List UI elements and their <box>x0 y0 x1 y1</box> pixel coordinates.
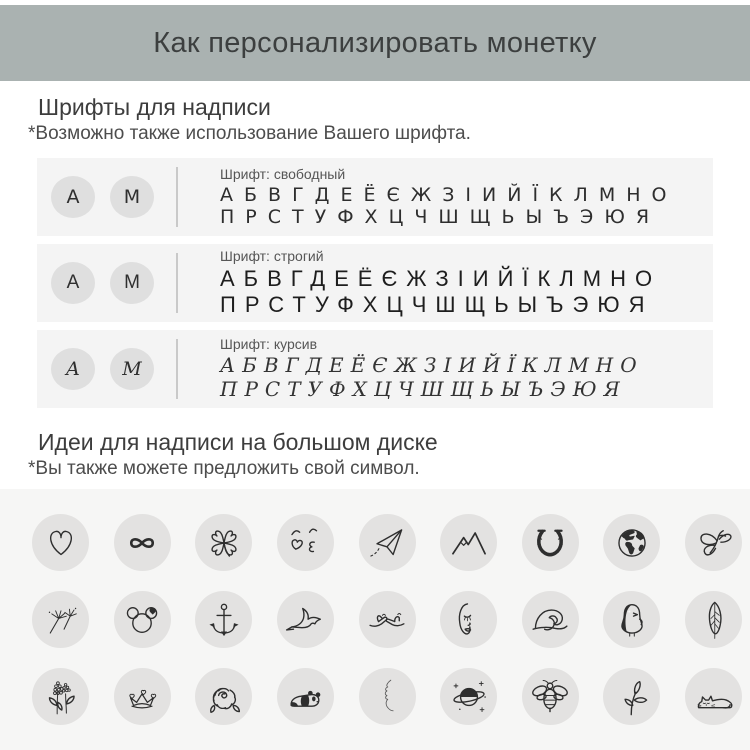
font-name-label: Шрифт: курсив <box>220 336 318 353</box>
alphabet-line-1: АБВГДЕЁЄЖЗІИЙЇКЛМНО <box>220 266 662 292</box>
alphabet-line-2: ПРСТУФХЦЧШЩЬЫЪЭЮЯ <box>220 377 627 401</box>
clover-icon <box>195 514 252 571</box>
lupine-icon <box>32 668 89 725</box>
alphabet-line-2: ПРСТУФХЦЧШЩЬЫЪЭЮЯ <box>220 206 661 228</box>
header-bar <box>0 5 750 81</box>
fonts-section-heading: Шрифты для надписи <box>38 94 271 120</box>
cat-icon <box>685 668 742 725</box>
heart-icon <box>32 514 89 571</box>
infinity-icon <box>114 514 171 571</box>
alphabet-line-2: ПРСТУФХЦЧШЩЬЫЪЭЮЯ <box>220 292 654 317</box>
ideas-section-heading: Идеи для надписи на большом диске <box>38 429 438 455</box>
font-name-label: Шрифт: свободный <box>220 165 346 182</box>
divider-line <box>176 167 178 227</box>
penguin-icon <box>603 591 660 648</box>
sample-letter-circle-a: А <box>51 176 95 218</box>
font-sample-row-cursive <box>37 330 713 408</box>
symbol-row <box>32 514 742 571</box>
wave-icon <box>522 591 579 648</box>
symbol-row <box>32 591 742 648</box>
alphabet-line-1: АБВГДЕЁЄЖЗІИЙЇКЛМНО <box>220 353 644 378</box>
panda-icon <box>277 668 334 725</box>
page-title: Как персонализировать монетку <box>153 26 597 59</box>
peony-icon <box>195 668 252 725</box>
mountains-icon <box>440 514 497 571</box>
swallow-icon <box>277 591 334 648</box>
feather-icon <box>685 591 742 648</box>
alphabet-line-1: АБВГДЕЁЄЖЗІИЙЇКЛМНО <box>220 183 678 206</box>
kiss-faces-icon <box>277 514 334 571</box>
sample-letter-circle-a: А <box>51 348 95 390</box>
font-sample-text <box>220 336 644 401</box>
sample-letter-circle-m: М <box>110 348 154 390</box>
divider-line <box>176 339 178 399</box>
fonts-section-note: *Возможно также использование Вашего шрифта. <box>28 123 471 144</box>
sample-letter-circle-m: М <box>110 262 154 304</box>
crown-icon <box>114 668 171 725</box>
ideas-section-note: *Вы также можете предложить свой символ. <box>28 458 420 479</box>
line-face-icon <box>440 591 497 648</box>
dandelion-icon <box>32 591 89 648</box>
divider-line <box>176 253 178 313</box>
sample-letter-circle-a: А <box>51 262 95 304</box>
font-sample-row-strict <box>37 244 713 322</box>
butterfly-icon <box>685 514 742 571</box>
font-sample-list <box>37 158 713 408</box>
sprout-icon <box>603 668 660 725</box>
font-name-label: Шрифт: строгий <box>220 248 324 265</box>
horseshoe-icon <box>522 514 579 571</box>
saturn-icon <box>440 668 497 725</box>
mickey-heart-icon <box>114 591 171 648</box>
anchor-icon <box>195 591 252 648</box>
symbol-row <box>32 668 742 725</box>
globe-icon <box>603 514 660 571</box>
paper-plane-icon <box>359 514 416 571</box>
font-sample-row-free <box>37 158 713 236</box>
symbol-ideas-grid <box>0 489 750 750</box>
sample-letter-circle-m: М <box>110 176 154 218</box>
font-sample-text <box>220 248 661 318</box>
font-sample-text <box>220 166 677 229</box>
bee-icon <box>522 668 579 725</box>
pinky-promise-icon <box>359 591 416 648</box>
profile-line-icon <box>359 668 416 725</box>
